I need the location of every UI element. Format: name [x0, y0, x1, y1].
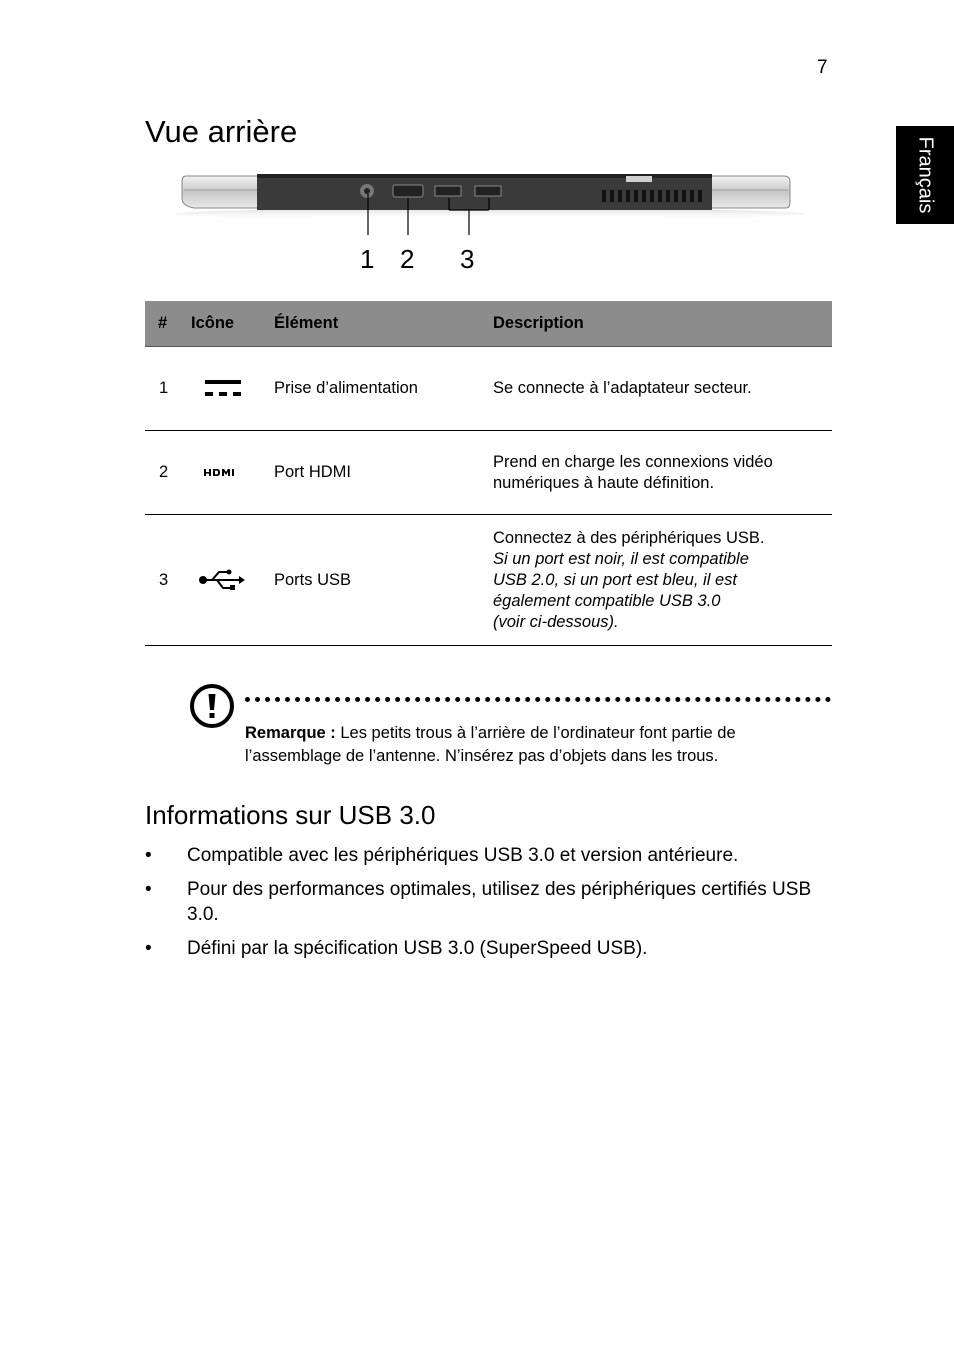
note-label: Remarque :: [245, 724, 336, 742]
row-element: Ports USB: [274, 515, 493, 646]
section-title: Vue arrière: [145, 114, 298, 149]
note-divider: [245, 697, 831, 702]
callout-1: 1: [360, 244, 375, 274]
usb-section-title: Informations sur USB 3.0: [145, 800, 436, 830]
usb-bullet-list: [145, 843, 835, 970]
language-tab-label: Français: [914, 136, 937, 214]
note-body: Les petits trous à l’arrière de l’ordinateur font partie de l’assemblage de l’antenne. N’insérez pas d’objets dans les trous.: [245, 724, 736, 765]
table-row: [145, 515, 832, 646]
laptop-rear-view-illustration: [160, 168, 820, 278]
usb-icon: [197, 567, 247, 593]
exclamation-icon: [189, 683, 235, 729]
row-description: Prend en charge les connexions vidéo numériques à haute définition.: [493, 431, 832, 515]
table-row: [145, 431, 832, 515]
header-number: #: [145, 301, 191, 347]
row-number: 1: [145, 347, 191, 431]
row-description: [493, 515, 832, 646]
row-description-italic-line: (voir ci-dessous).: [493, 612, 619, 631]
header-description: Description: [493, 301, 832, 347]
header-icon: Icône: [191, 301, 274, 347]
row-icon-cell: [191, 431, 274, 515]
row-description: Se connecte à l’adaptateur secteur.: [493, 347, 832, 431]
row-icon-cell: [191, 347, 274, 431]
language-tab: [896, 126, 954, 224]
row-description-italic-line: également compatible USB 3.0: [493, 591, 721, 610]
row-element: Prise d’alimentation: [274, 347, 493, 431]
table-header-row: [145, 301, 832, 347]
row-element: Port HDMI: [274, 431, 493, 515]
page-number: 7: [817, 57, 828, 78]
row-number: 3: [145, 515, 191, 646]
callout-3: 3: [460, 244, 475, 274]
list-item: • Pour des performances optimales, utilisez des périphériques certifiés USB 3.0.: [145, 877, 835, 927]
row-description-main: Connectez à des périphériques USB.: [493, 528, 765, 547]
row-description-italic-line: USB 2.0, si un port est bleu, il est: [493, 570, 737, 589]
table-row: [145, 347, 832, 431]
note-text: [245, 722, 835, 768]
row-icon-cell: [191, 515, 274, 646]
hdmi-icon: [203, 467, 243, 479]
list-item: • Défini par la spécification USB 3.0 (SuperSpeed USB).: [145, 936, 835, 961]
ports-table: [145, 301, 832, 646]
list-item: • Compatible avec les périphériques USB 3.0 et version antérieure.: [145, 843, 835, 868]
dc-power-icon: [203, 378, 243, 400]
row-number: 2: [145, 431, 191, 515]
header-element: Élément: [274, 301, 493, 347]
callout-2: 2: [400, 244, 415, 274]
row-description-italic-line: Si un port est noir, il est compatible: [493, 549, 749, 568]
